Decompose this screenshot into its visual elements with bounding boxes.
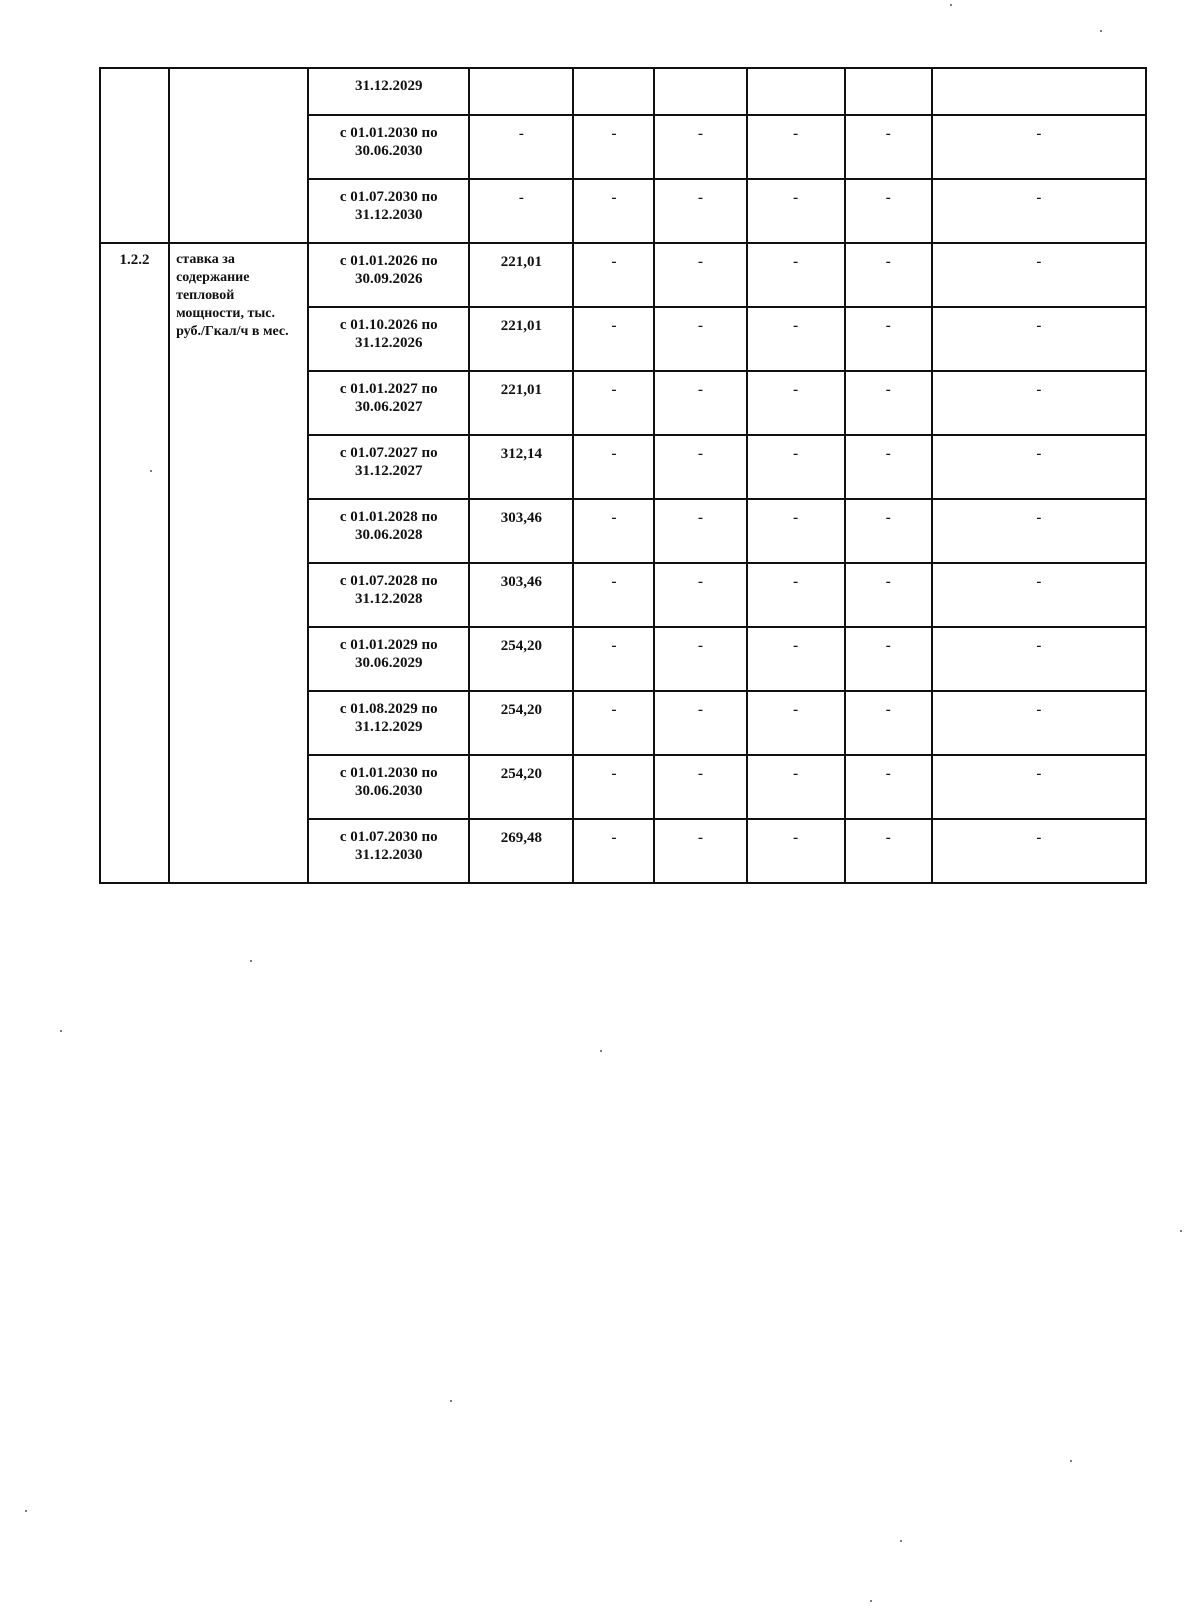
period-line: 30.06.2027 [355, 399, 423, 415]
period-line: с 01.07.2028 по [339, 573, 438, 589]
value-cell: 221,01 [469, 371, 573, 435]
value-cell: 254,20 [469, 691, 573, 755]
period-line: 31.12.2030 [355, 207, 423, 223]
period-cell [308, 435, 469, 499]
data-cell: - [654, 691, 746, 755]
data-cell: - [932, 691, 1146, 755]
scan-speck [150, 470, 152, 472]
data-cell: - [845, 307, 932, 371]
data-cell: - [654, 243, 746, 307]
scan-speck [1100, 30, 1102, 32]
value-cell: 221,01 [469, 307, 573, 371]
period-cell [308, 68, 469, 115]
value-cell: 254,20 [469, 627, 573, 691]
period-cell [308, 755, 469, 819]
data-cell: - [573, 691, 654, 755]
data-cell: - [932, 755, 1146, 819]
value-cell: 221,01 [469, 243, 573, 307]
data-cell [932, 68, 1146, 115]
period-line: с 01.08.2029 по [339, 701, 438, 717]
period-cell [308, 627, 469, 691]
data-cell: - [932, 563, 1146, 627]
period-line: с 01.01.2030 по [339, 125, 438, 141]
data-cell: - [747, 179, 845, 243]
scan-speck [950, 4, 952, 6]
row-number-cell [100, 68, 169, 243]
period-line: с 01.01.2028 по [339, 509, 438, 525]
period-line: 30.09.2026 [355, 271, 423, 287]
scan-speck [450, 1400, 452, 1402]
period-cell [308, 691, 469, 755]
data-cell: - [845, 115, 932, 179]
scan-speck [60, 1030, 62, 1032]
period-line: 30.06.2030 [355, 783, 423, 799]
period-cell [308, 563, 469, 627]
value-cell: 269,48 [469, 819, 573, 883]
scan-speck [600, 1050, 602, 1052]
data-cell: - [747, 563, 845, 627]
data-cell: - [654, 499, 746, 563]
data-cell: - [654, 371, 746, 435]
value-cell: - [469, 179, 573, 243]
data-cell: - [932, 435, 1146, 499]
data-cell: - [573, 627, 654, 691]
data-cell: - [932, 499, 1146, 563]
scan-speck [1180, 1230, 1182, 1232]
period-line: с 01.10.2026 по [339, 317, 438, 333]
data-cell: - [845, 563, 932, 627]
data-cell: - [747, 307, 845, 371]
data-cell: - [747, 691, 845, 755]
section-number: 1.2.2 [100, 243, 169, 883]
period-line: с 01.01.2029 по [339, 637, 438, 653]
period-line: 31.12.2028 [355, 591, 423, 607]
period-cell [308, 499, 469, 563]
period-line: 31.12.2027 [355, 463, 423, 479]
data-cell [845, 68, 932, 115]
period-cell [308, 115, 469, 179]
data-cell: - [747, 243, 845, 307]
data-cell: - [654, 179, 746, 243]
table-body [100, 68, 1146, 883]
period-line: с 01.01.2027 по [339, 381, 438, 397]
data-cell [573, 68, 654, 115]
data-cell: - [747, 627, 845, 691]
data-cell: - [845, 435, 932, 499]
data-cell: - [573, 115, 654, 179]
section-name: ставка за содержание тепловой мощности, тыс. руб./Гкал/ч в мес. [169, 243, 308, 883]
data-cell: - [747, 371, 845, 435]
data-cell: - [845, 243, 932, 307]
data-cell [654, 68, 746, 115]
data-cell: - [654, 627, 746, 691]
table-row [100, 68, 1146, 115]
period-line: 30.06.2029 [355, 655, 423, 671]
data-cell: - [845, 627, 932, 691]
data-cell: - [573, 179, 654, 243]
period-cell [308, 371, 469, 435]
period-line: с 01.01.2030 по [339, 765, 438, 781]
scan-speck [250, 960, 252, 962]
data-cell: - [654, 115, 746, 179]
period-cell [308, 243, 469, 307]
period-line: с 01.07.2027 по [339, 445, 438, 461]
period-line: 30.06.2030 [355, 143, 423, 159]
data-cell: - [845, 755, 932, 819]
value-cell [469, 68, 573, 115]
value-cell: 254,20 [469, 755, 573, 819]
data-cell: - [932, 243, 1146, 307]
data-cell: - [573, 371, 654, 435]
data-cell: - [845, 179, 932, 243]
period-line: с 01.07.2030 по [339, 829, 438, 845]
data-cell: - [654, 819, 746, 883]
value-cell: 312,14 [469, 435, 573, 499]
period-cell [308, 307, 469, 371]
data-cell: - [747, 499, 845, 563]
table-row [100, 243, 1146, 307]
data-cell: - [654, 307, 746, 371]
data-cell: - [573, 243, 654, 307]
data-cell: - [932, 179, 1146, 243]
scan-speck [900, 1540, 902, 1542]
period-cell [308, 179, 469, 243]
data-cell: - [747, 115, 845, 179]
scan-speck [1070, 1460, 1072, 1462]
data-cell: - [845, 499, 932, 563]
data-cell: - [573, 819, 654, 883]
data-cell: - [747, 435, 845, 499]
data-cell: - [932, 115, 1146, 179]
data-cell: - [573, 755, 654, 819]
data-cell: - [573, 499, 654, 563]
row-name-cell [169, 68, 308, 243]
period-line: 31.12.2029 [355, 78, 423, 94]
data-cell: - [845, 819, 932, 883]
data-cell: - [573, 435, 654, 499]
period-line: 31.12.2030 [355, 847, 423, 863]
period-line: с 01.01.2026 по [339, 253, 438, 269]
value-cell: - [469, 115, 573, 179]
data-cell: - [654, 563, 746, 627]
tariff-table [99, 67, 1147, 884]
data-cell: - [932, 307, 1146, 371]
period-cell [308, 819, 469, 883]
data-cell: - [845, 371, 932, 435]
data-cell: - [654, 435, 746, 499]
data-cell: - [573, 563, 654, 627]
value-cell: 303,46 [469, 499, 573, 563]
scan-speck [870, 1600, 872, 1602]
data-cell: - [932, 371, 1146, 435]
period-line: с 01.07.2030 по [339, 189, 438, 205]
scan-speck [25, 1510, 27, 1512]
data-cell: - [932, 819, 1146, 883]
data-cell: - [747, 755, 845, 819]
data-cell [747, 68, 845, 115]
period-line: 31.12.2029 [355, 719, 423, 735]
period-line: 30.06.2028 [355, 527, 423, 543]
period-line: 31.12.2026 [355, 335, 423, 351]
data-cell: - [654, 755, 746, 819]
value-cell: 303,46 [469, 563, 573, 627]
data-cell: - [845, 691, 932, 755]
data-cell: - [932, 627, 1146, 691]
data-cell: - [573, 307, 654, 371]
data-cell: - [747, 819, 845, 883]
